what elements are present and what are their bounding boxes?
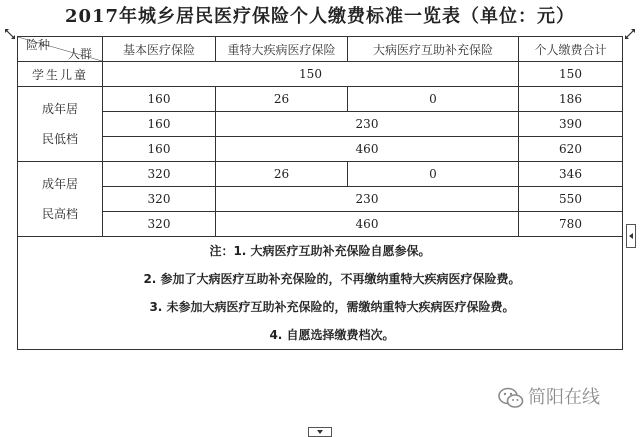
cell-mutual-aid: 0	[348, 87, 519, 112]
resize-handle-icon[interactable]	[308, 427, 332, 437]
group-label-line: 成年居	[41, 102, 78, 116]
cell-basic: 320	[103, 162, 216, 187]
cell-mutual-aid: 0	[348, 162, 519, 187]
cell-total: 620	[519, 137, 623, 162]
cell-total: 780	[519, 212, 623, 237]
cell-total: 186	[519, 87, 623, 112]
row-label-low-tier	[18, 87, 103, 162]
wechat-icon	[498, 387, 524, 409]
cell-basic: 160	[103, 87, 216, 112]
table-row	[18, 112, 623, 137]
cell-combined: 230	[216, 187, 519, 212]
note-item: 3. 未参加大病医疗互助补充保险的，需缴纳重特大疾病医疗保险费。	[149, 300, 515, 314]
group-label-line: 民高档	[41, 207, 78, 221]
page-title: 2017年城乡居民医疗保险个人缴费标准一览表（单位：元）	[64, 6, 576, 27]
table-row	[18, 212, 623, 237]
expand-arrows-icon[interactable]	[4, 28, 16, 40]
corner-label-population: 人群	[67, 47, 92, 61]
table-row	[18, 137, 623, 162]
corner-header-cell	[18, 37, 103, 62]
table-row	[18, 87, 623, 112]
col-header-mutual-aid: 大病医疗互助补充保险	[348, 37, 519, 62]
table-header-row	[18, 37, 623, 62]
cell-total: 390	[519, 112, 623, 137]
col-header-major-illness: 重特大疾病医疗保险	[216, 37, 348, 62]
cell-basic: 160	[103, 137, 216, 162]
cell-total: 150	[519, 62, 623, 87]
cell-basic: 320	[103, 187, 216, 212]
table-row	[18, 162, 623, 187]
cell-major-illness: 26	[216, 162, 348, 187]
table-row	[18, 187, 623, 212]
col-header-total: 个人缴费合计	[519, 37, 623, 62]
notes-cell	[18, 237, 623, 350]
corner-label-insurance: 险种	[26, 38, 51, 52]
group-label-line: 成年居	[41, 177, 78, 191]
cell-major-illness: 26	[216, 87, 348, 112]
expand-arrows-icon[interactable]	[624, 28, 636, 40]
cell-combined: 460	[216, 137, 519, 162]
table-row	[18, 62, 623, 87]
watermark-text: 简阳在线	[528, 387, 600, 408]
col-header-basic: 基本医疗保险	[103, 37, 216, 62]
notes-row	[18, 237, 623, 350]
note-item: 注：1. 大病医疗互助补充保险自愿参保。	[209, 244, 431, 258]
cell-combined: 460	[216, 212, 519, 237]
note-item: 4. 自愿选择缴费档次。	[269, 328, 395, 342]
note-item: 2. 参加了大病医疗互助补充保险的，不再缴纳重特大疾病医疗保险费。	[143, 272, 521, 286]
cell-combined: 150	[103, 62, 519, 87]
watermark	[498, 384, 600, 412]
cell-total: 550	[519, 187, 623, 212]
cell-basic: 160	[103, 112, 216, 137]
resize-handle-icon[interactable]	[626, 224, 636, 248]
group-label-line: 民低档	[41, 132, 78, 146]
cell-basic: 320	[103, 212, 216, 237]
fee-table	[17, 36, 623, 350]
row-label-high-tier	[18, 162, 103, 237]
cell-combined: 230	[216, 112, 519, 137]
row-label-student: 学生儿童	[18, 62, 103, 87]
cell-total: 346	[519, 162, 623, 187]
